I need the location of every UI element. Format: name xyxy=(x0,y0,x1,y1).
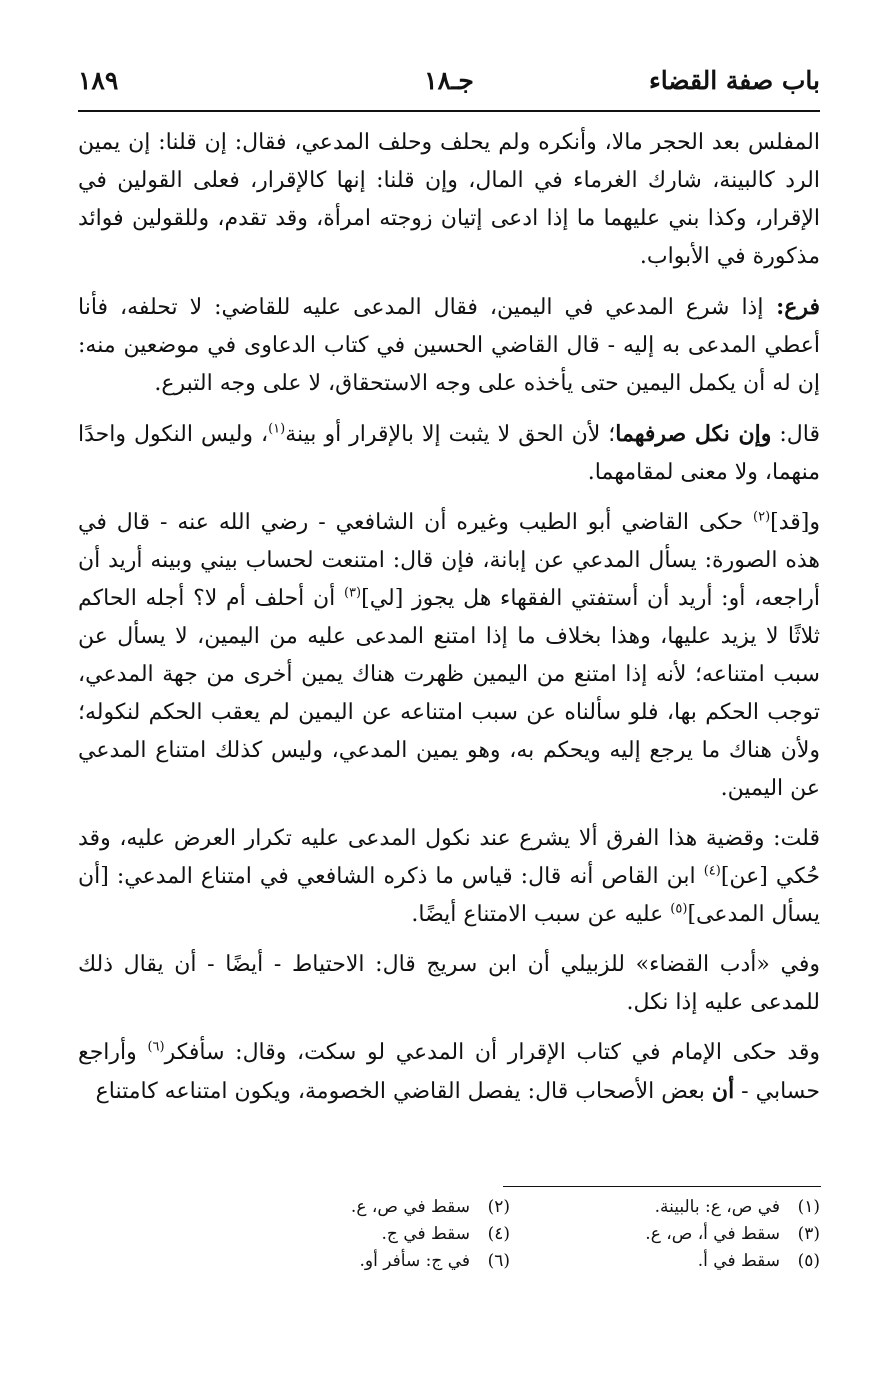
paragraph xyxy=(78,1034,820,1111)
text-run: وقد حكى الإمام في كتاب الإقرار أن المدعي لو سكت، وقال: سأفكر xyxy=(164,1040,821,1065)
chapter-title: باب صفة القضاء xyxy=(648,66,820,95)
footnote-ref: (٦) xyxy=(147,1039,165,1055)
text-run: عليه عن سبب الامتناع أيضًا. xyxy=(411,902,671,927)
footnote-text: سقط في أ. xyxy=(697,1251,780,1271)
paragraph xyxy=(78,415,820,492)
header-rule xyxy=(78,110,820,112)
text-run: بعض الأصحاب قال: يفصل القاضي الخصومة، ويكون امتناعه كامتناع xyxy=(95,1079,712,1104)
footnote-ref: (٣) xyxy=(343,585,362,601)
footnote-ref: (٥) xyxy=(670,901,688,917)
footnote-text: سقط في ج. xyxy=(381,1224,470,1244)
footnote-number: (٤) xyxy=(487,1224,510,1244)
text-run: وأراجع حسابي - xyxy=(78,1040,820,1104)
paragraph xyxy=(78,124,820,276)
text-run: ابن القاص أنه قال: قياس ما ذكره الشافعي في امتناع المدعي: [أن يسأل المدعى] xyxy=(78,864,820,927)
text-run: قلت: وقضية هذا الفرق ألا يشرع عند نكول المدعى عليه تكرار العرض عليه، وقد حُكي [عن] xyxy=(78,826,820,889)
text-run: وفي «أدب القضاء» للزبيلي أن ابن سريج قال: الاحتياط - أيضًا - أن يقال ذلك للمدعى عليه إذا نكل. xyxy=(78,952,820,1015)
paragraph xyxy=(78,288,820,403)
footnote-item xyxy=(200,1248,510,1275)
main-text xyxy=(78,124,820,1123)
text-run: إذا شرع المدعي في اليمين، فقال المدعى عليه للقاضي: لا تحلفه، فأنا أعطي المدعى به إليه - قال القاضي الحسين في كتاب الدعاوى في موضعين منه: إن له أن يكمل اليمين حتى يأخذه على وجه الاستحقاق، لا على وجه التبرع. xyxy=(78,295,820,396)
footnote-text: في ص، ع: بالبينة. xyxy=(654,1197,780,1217)
footnotes xyxy=(200,1194,820,1275)
footnote-ref: (٤) xyxy=(703,863,721,879)
text-run: حكى القاضي أبو الطيب وغيره أن الشافعي - رضي الله عنه - قال في هذه الصورة: يسأل المدعي عن إبانة، فإن قال: امتنعت لحساب بيني وبينه أريد أن أراجعه، أو: أريد أن أستفتي الفقهاء هل يجوز [لي] xyxy=(78,510,821,611)
footnote-number: (٥) xyxy=(797,1251,820,1271)
bold-text: أن xyxy=(711,1078,735,1104)
footnote-number: (٦) xyxy=(487,1251,510,1271)
running-header xyxy=(78,66,820,106)
text-run: أن أحلف أم لا؟ أجله الحاكم ثلاثًا لا يزيد عليها، وهذا بخلاف ما إذا امتنع المدعى عليه من اليمين، لا يسأل عن سبب امتناعه؛ لأنه إذا امتنع من اليمين ظهرت هناك يمين أخرى من جهة المدعي، توجب الحكم بها، فلو سألناه عن سبب امتناعه عن اليمين لم يعقب الحكم لنكوله؛ ولأن هناك ما يرجع إليه ويحكم به، وهو يمين المدعي، وليس كذلك امتناع المدعي عن اليمين. xyxy=(78,586,820,801)
footnote-rule xyxy=(503,1186,821,1187)
footnotes-left-column xyxy=(200,1194,510,1275)
text-run: المفلس بعد الحجر مالا، وأنكره ولم يحلف وحلف المدعي، فقال: إن قلنا: إن يمين الرد كالبينة، شارك الغرماء في المال، وإن قلنا: إنها كالإقرار، فعلى القولين في الإقرار، وكذا بني عليهما ما إذا ادعى إتيان زوجته امرأة، وقد تقدم، وللقولين فوائد مذكورة في الأبواب. xyxy=(78,130,820,269)
footnote-number: (٣) xyxy=(797,1224,820,1244)
footnotes-right-column xyxy=(510,1194,820,1275)
text-run: ؛ لأن الحق لا يثبت إلا بالإقرار أو بينة xyxy=(285,422,616,447)
text-run: ، وليس النكول واحدًا منهما، ولا معنى لمقامهما. xyxy=(78,422,820,485)
paragraph xyxy=(78,946,820,1022)
page-number: ١٨٩ xyxy=(78,66,119,95)
footnote-item xyxy=(510,1221,820,1248)
text-run: قال: xyxy=(771,422,820,447)
footnote-item xyxy=(510,1248,820,1275)
bold-text: وإن نكل صرفهما xyxy=(615,421,772,447)
footnote-item xyxy=(200,1221,510,1248)
footnote-text: في ج: سأفر أو. xyxy=(359,1251,470,1271)
footnote-number: (١) xyxy=(797,1197,820,1217)
paragraph xyxy=(78,820,820,934)
footnote-number: (٢) xyxy=(487,1197,510,1217)
text-run: و[قد] xyxy=(770,510,820,535)
footnote-ref: (١) xyxy=(268,421,286,437)
footnote-text: سقط في أ، ص، ع. xyxy=(645,1224,780,1244)
volume-label: جـ١٨ xyxy=(424,66,474,95)
footnote-ref: (٢) xyxy=(753,509,771,525)
footnote-text: سقط في ص، ع. xyxy=(350,1197,470,1217)
bold-text: فرع: xyxy=(763,294,821,320)
paragraph xyxy=(78,504,820,808)
footnote-item xyxy=(510,1194,820,1221)
footnote-item xyxy=(200,1194,510,1221)
